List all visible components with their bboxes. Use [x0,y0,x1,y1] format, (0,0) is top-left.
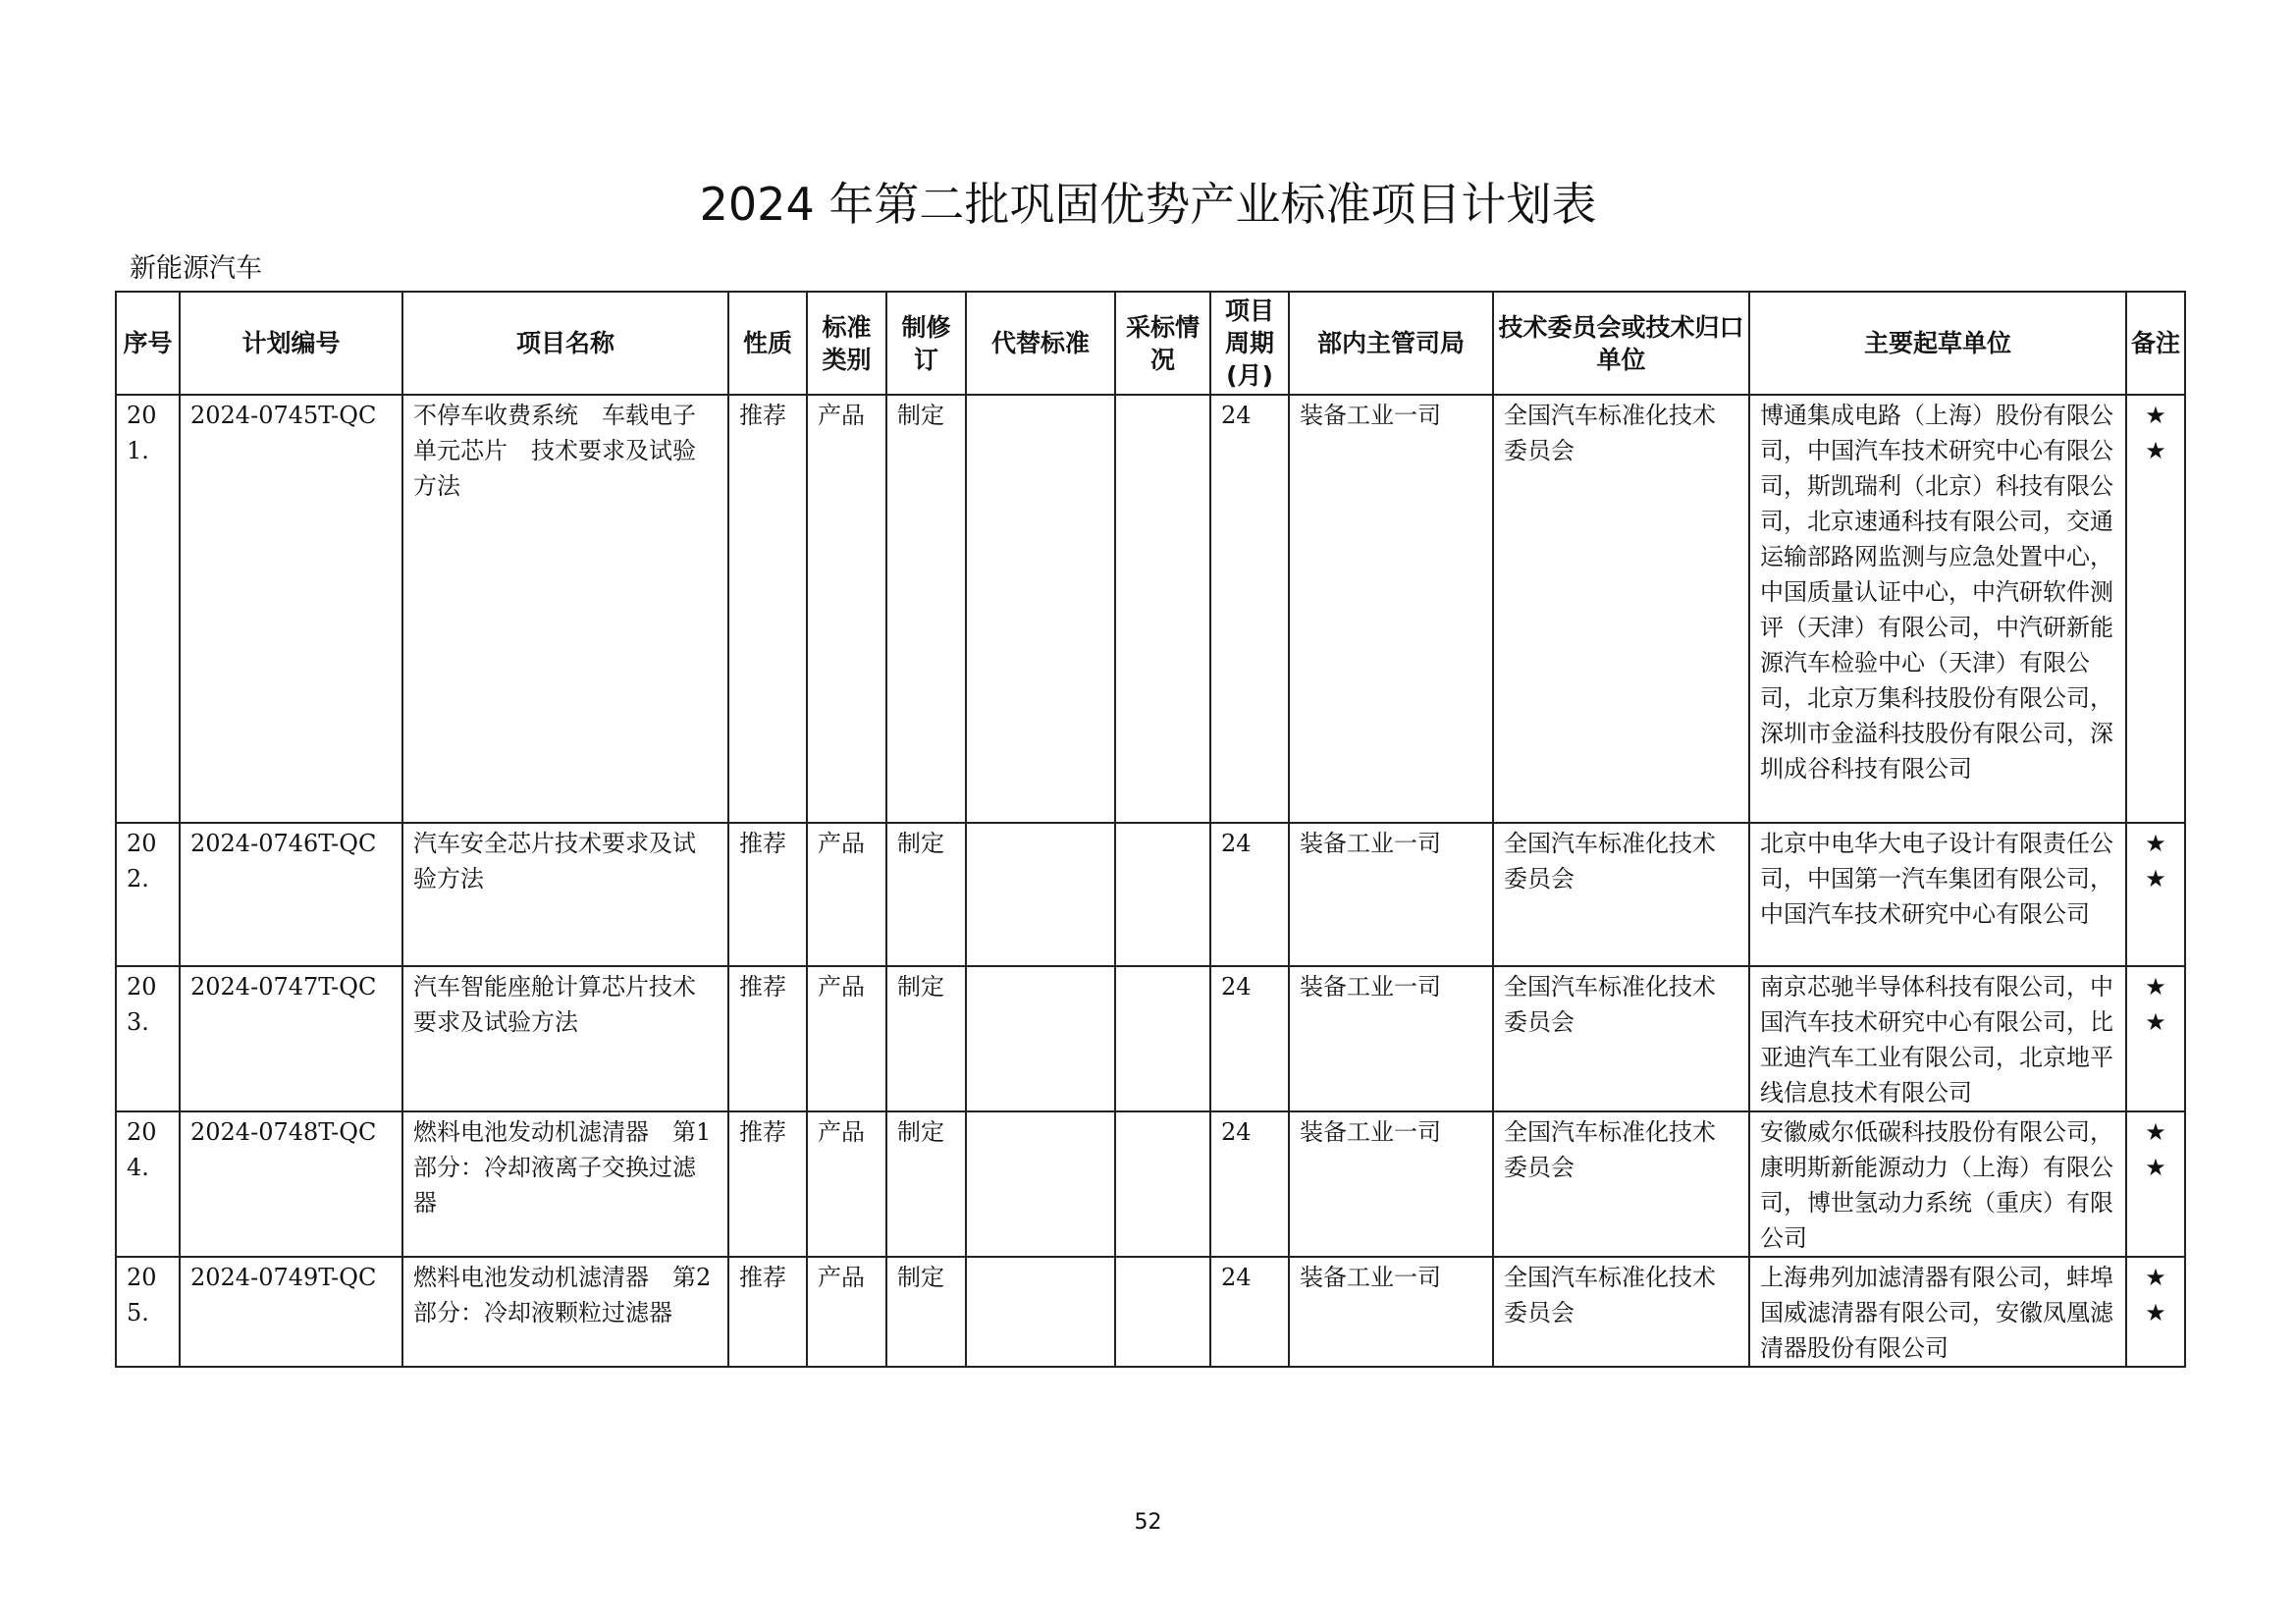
cell-name: 汽车智能座舱计算芯片技术要求及试验方法 [402,966,728,1111]
cell-note [2126,966,2185,1111]
cell-drafters: 南京芯驰半导体科技有限公司，中国汽车技术研究中心有限公司，比亚迪汽车工业有限公司，北京地平线信息技术有限公司 [1749,966,2126,1111]
cell-adoption [1115,395,1210,823]
cell-nature: 推荐 [728,395,807,823]
cell-revision: 制定 [886,1257,966,1367]
cell-replaces [966,1257,1115,1367]
star-icon: ★ [2145,1299,2166,1326]
cell-seq: 204. [116,1111,180,1257]
cell-replaces [966,823,1115,966]
cell-cycle: 24 [1210,395,1289,823]
cell-committee: 全国汽车标准化技术委员会 [1493,823,1749,966]
cell-revision: 制定 [886,966,966,1111]
cell-dept: 装备工业一司 [1289,823,1493,966]
cell-drafters: 北京中电华大电子设计有限责任公司，中国第一汽车集团有限公司，中国汽车技术研究中心有限公司 [1749,823,2126,966]
cell-revision: 制定 [886,395,966,823]
cell-dept: 装备工业一司 [1289,966,1493,1111]
cell-adoption [1115,823,1210,966]
cell-cycle: 24 [1210,1257,1289,1367]
star-icon: ★ [2145,1118,2166,1146]
cell-note [2126,1111,2185,1257]
table-row [116,395,2185,823]
page-number: 52 [1134,1510,1162,1535]
cell-plan-no: 2024-0747T-QC [180,966,402,1111]
header-cycle: 项目周期(月) [1210,292,1289,395]
cell-committee: 全国汽车标准化技术委员会 [1493,966,1749,1111]
cell-revision: 制定 [886,823,966,966]
cell-plan-no: 2024-0745T-QC [180,395,402,823]
header-replaces: 代替标准 [966,292,1115,395]
cell-drafters: 博通集成电路（上海）股份有限公司，中国汽车技术研究中心有限公司，斯凯瑞利（北京）科技有限公司，北京速通科技有限公司，交通运输部路网监测与应急处置中心，中国质量认证中心，中汽研软件测评（天津）有限公司，中汽研新能源汽车检验中心（天津）有限公司，北京万集科技股份有限公司，深圳市金溢科技股份有限公司，深圳成谷科技有限公司 [1749,395,2126,823]
cell-adoption [1115,1257,1210,1367]
cell-seq: 202. [116,823,180,966]
cell-committee: 全国汽车标准化技术委员会 [1493,1111,1749,1257]
cell-seq: 205. [116,1257,180,1367]
cell-dept: 装备工业一司 [1289,1111,1493,1257]
table-row [116,1257,2185,1367]
header-std-type: 标准类别 [807,292,886,395]
cell-std-type: 产品 [807,823,886,966]
star-icon: ★ [2145,865,2166,893]
cell-name: 不停车收费系统 车载电子单元芯片 技术要求及试验方法 [402,395,728,823]
header-revision: 制修订 [886,292,966,395]
header-committee: 技术委员会或技术归口单位 [1493,292,1749,395]
cell-seq: 201. [116,395,180,823]
cell-revision: 制定 [886,1111,966,1257]
cell-drafters: 上海弗列加滤清器有限公司，蚌埠国威滤清器有限公司，安徽凤凰滤清器股份有限公司 [1749,1257,2126,1367]
cell-std-type: 产品 [807,966,886,1111]
cell-plan-no: 2024-0748T-QC [180,1111,402,1257]
document-title: 2024 年第二批巩固优势产业标准项目计划表 [699,178,1597,231]
header-nature: 性质 [728,292,807,395]
header-adoption: 采标情况 [1115,292,1210,395]
cell-name: 燃料电池发动机滤清器 第1部分：冷却液离子交换过滤器 [402,1111,728,1257]
cell-nature: 推荐 [728,1257,807,1367]
cell-replaces [966,1111,1115,1257]
cell-cycle: 24 [1210,823,1289,966]
cell-std-type: 产品 [807,1257,886,1367]
cell-cycle: 24 [1210,966,1289,1111]
cell-std-type: 产品 [807,1111,886,1257]
cell-dept: 装备工业一司 [1289,395,1493,823]
header-plan-no: 计划编号 [180,292,402,395]
table-row [116,823,2185,966]
cell-note [2126,823,2185,966]
cell-drafters: 安徽威尔低碳科技股份有限公司，康明斯新能源动力（上海）有限公司，博世氢动力系统（重庆）有限公司 [1749,1111,2126,1257]
star-icon: ★ [2145,437,2166,464]
cell-nature: 推荐 [728,966,807,1111]
cell-committee: 全国汽车标准化技术委员会 [1493,395,1749,823]
star-icon: ★ [2145,402,2166,429]
cell-dept: 装备工业一司 [1289,1257,1493,1367]
cell-plan-no: 2024-0749T-QC [180,1257,402,1367]
cell-plan-no: 2024-0746T-QC [180,823,402,966]
star-icon: ★ [2145,1008,2166,1036]
cell-cycle: 24 [1210,1111,1289,1257]
cell-nature: 推荐 [728,1111,807,1257]
cell-note [2126,395,2185,823]
header-drafters: 主要起草单位 [1749,292,2126,395]
cell-std-type: 产品 [807,395,886,823]
plan-table-body [116,395,2185,1367]
cell-adoption [1115,966,1210,1111]
plan-table [115,291,2186,1368]
header-dept: 部内主管司局 [1289,292,1493,395]
cell-replaces [966,395,1115,823]
cell-name: 燃料电池发动机滤清器 第2部分：冷却液颗粒过滤器 [402,1257,728,1367]
header-note: 备注 [2126,292,2185,395]
table-header-row [116,292,2185,395]
cell-replaces [966,966,1115,1111]
star-icon: ★ [2145,1264,2166,1291]
header-seq: 序号 [116,292,180,395]
cell-note [2126,1257,2185,1367]
cell-seq: 203. [116,966,180,1111]
cell-nature: 推荐 [728,823,807,966]
cell-name: 汽车安全芯片技术要求及试验方法 [402,823,728,966]
category-label: 新能源汽车 [130,253,262,284]
star-icon: ★ [2145,973,2166,1001]
cell-adoption [1115,1111,1210,1257]
table-row [116,1111,2185,1257]
header-name: 项目名称 [402,292,728,395]
table-row [116,966,2185,1111]
cell-committee: 全国汽车标准化技术委员会 [1493,1257,1749,1367]
star-icon: ★ [2145,830,2166,857]
star-icon: ★ [2145,1154,2166,1181]
